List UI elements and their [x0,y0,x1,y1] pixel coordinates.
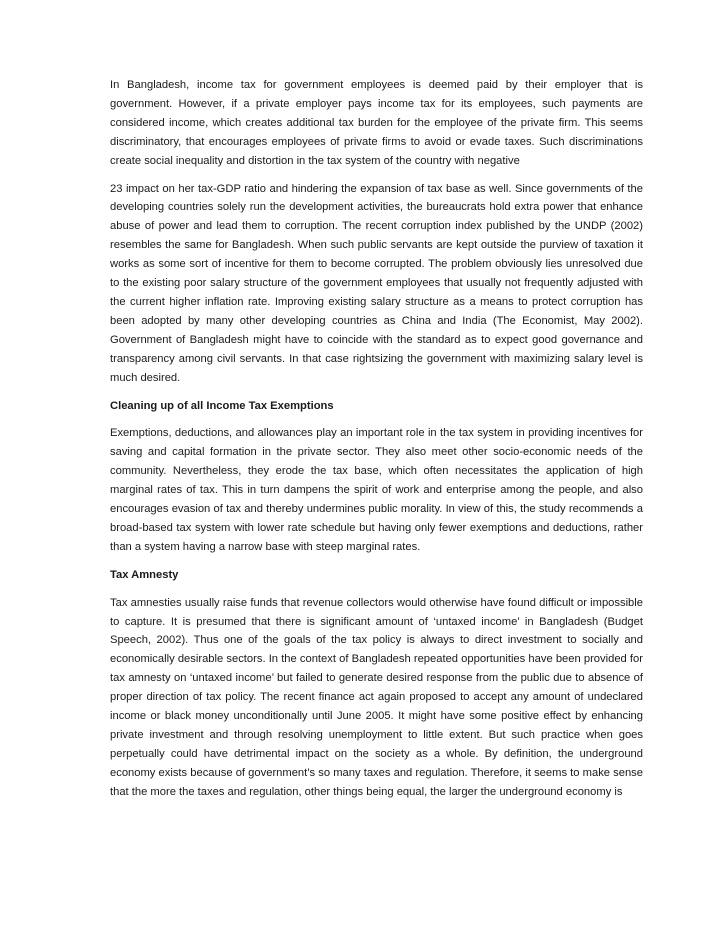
section-heading-tax-amnesty: Tax Amnesty [110,568,179,581]
document-page [110,76,643,811]
paragraph-exemptions: Exemptions, deductions, and allowances play an important role in the tax system in providing incentives for saving and capital formation in the private sector. They also meet other socio-economic needs of the community. Nevertheless, they erode the tax base, which often necessitates the application of high marginal rates of tax. This in turn dampens the spirit of work and enterprise among the people, and also encourages evasion of tax and thereby undermines public morality. In view of this, the study recommends a broad-based tax system with lower rate schedule but having only fewer exemptions and deductions, rather than a system having a narrow base with steep marginal rates. [110,427,643,553]
paragraph-government-employee-tax: In Bangladesh, income tax for government employees is deemed paid by their employer that is government. However, if a private employer pays income tax for its employees, such payments are considered income, which creates additional tax burden for the employee of the private firm. This seems discriminatory, that encourages employees of private firms to avoid or evade taxes. Such discriminations create social inequality and distortion in the tax system of the country with negative [110,79,643,167]
paragraph-corruption-salary: 23 impact on her tax-GDP ratio and hindering the expansion of tax base as well. Since governments of the developing countries solely run the development activities, the bureaucrats hold extra power that enhance abuse of power and lead them to corruption. The recent corruption index published by the UNDP (2002) resembles the same for Bangladesh. When such public servants are kept outside the purview of taxation it works as some sort of incentive for them to become corrupted. The problem obviously lies unresolved due to the existing poor salary structure of the government employees that usually not frequently adjusted with the current higher inflation rate. Improving existing salary structure as a means to protect corruption has been adopted by many other developing countries as China and India (The Economist, May 2002). Government of Bangladesh might have to coincide with the standard as to expect good governance and transparency among civil servants. In that case rightsizing the government with maximizing salary level is much desired. [110,182,643,384]
paragraph-tax-amnesty: Tax amnesties usually raise funds that revenue collectors would otherwise have found difficult or impossible to capture. It is presumed that there is significant amount of ‘untaxed income’ in Bangladesh (Budget Speech, 2002). Thus one of the goals of the tax policy is always to direct investment to socially and economically desirable sectors. In the context of Bangladesh repeated opportunities have been provided for tax amnesty on ‘untaxed income’ but failed to generate desired response from the public due to absence of proper direction of tax policy. The recent finance act again proposed to accept any amount of undeclared income or black money unconditionally until June 2005. It might have some positive effect by enhancing private investment and through resolving unemployment to little extent. But such practice when goes perpetually could have detrimental impact on the society as a whole. By definition, the underground economy exists because of government’s so many taxes and regulation. Therefore, it seems to make sense that the more the taxes and regulation, other things being equal, the larger the underground economy is [110,596,643,798]
section-heading-exemptions: Cleaning up of all Income Tax Exemptions [110,399,334,412]
